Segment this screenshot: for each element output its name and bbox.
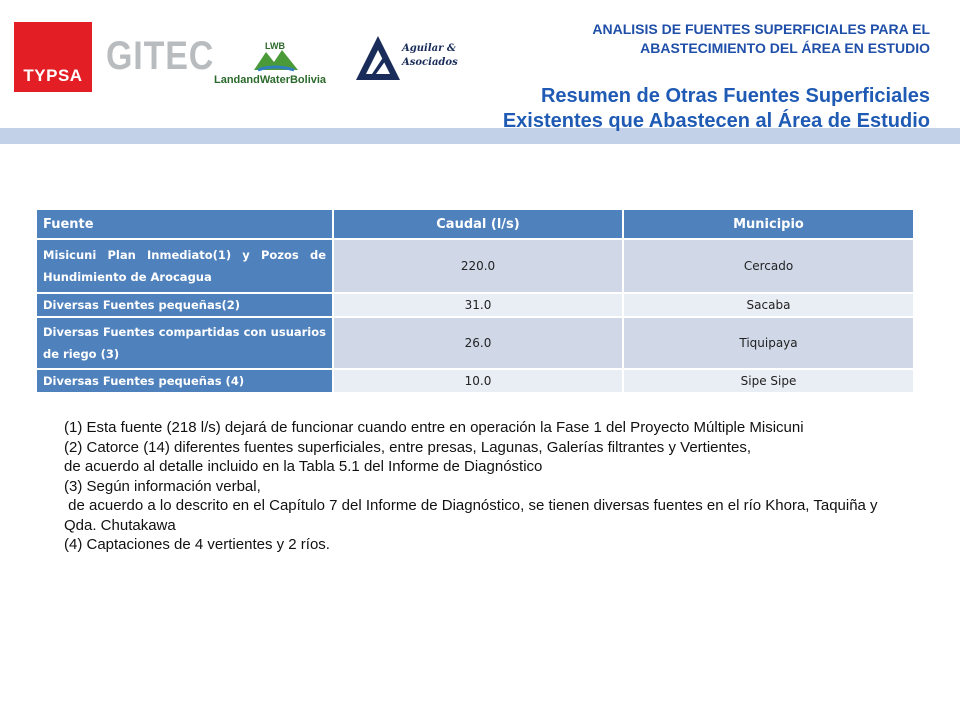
footnote: (4) Captaciones de 4 vertientes y 2 ríos.	[64, 536, 330, 553]
cell-fuente: Misicuni Plan Inmediato(1) y Pozos de Hundimiento de Arocagua	[37, 239, 333, 293]
document-heading: ANALISIS DE FUENTES SUPERFICIALES PARA EL ABASTECIMIENTO DEL ÁREA EN ESTUDIO	[592, 21, 930, 56]
typsa-logo	[14, 22, 92, 92]
aguilar-logo	[356, 34, 466, 90]
footnotes	[64, 418, 884, 555]
footnote: de acuerdo al detalle incluido en la Tabla 5.1 del Informe de Diagnóstico	[64, 458, 543, 475]
table-row	[37, 293, 913, 317]
aguilar-line2: Asociados	[402, 57, 458, 68]
footnote: de acuerdo a lo descrito en el Capítulo 7 del Informe de Diagnóstico, se tienen diversas fuentes en el río Khora, Taquiña y Qda. Chutakawa	[64, 497, 882, 534]
cell-fuente: Diversas Fuentes pequeñas (4)	[37, 369, 333, 392]
footnote: (1) Esta fuente (218 l/s) dejará de funcionar cuando entre en operación la Fase 1 del Proyecto Múltiple Misicuni	[64, 419, 804, 436]
table-header-row	[37, 210, 913, 239]
column-header-fuente: Fuente	[37, 210, 333, 239]
cell-municipio: Cercado	[623, 239, 913, 293]
typsa-logo-text: TYPSA	[23, 66, 83, 85]
column-header-municipio: Municipio	[623, 210, 913, 239]
cell-municipio: Tiquipaya	[623, 317, 913, 369]
footnote: (3) Según información verbal,	[64, 477, 261, 495]
table-row	[37, 369, 913, 392]
cell-fuente: Diversas Fuentes compartidas con usuarios de riego (3)	[37, 317, 333, 369]
lwb-badge-text: LWB	[265, 41, 285, 51]
cell-caudal: 26.0	[333, 317, 623, 369]
table-row	[37, 239, 913, 293]
gitec-logo: GITEC	[106, 34, 215, 78]
footnote: (2) Catorce (14) diferentes fuentes superficiales, entre presas, Lagunas, Galerías filtrantes y Vertientes,	[64, 438, 752, 456]
lwb-mountain-icon	[214, 36, 346, 76]
cell-caudal: 10.0	[333, 369, 623, 392]
cell-caudal: 220.0	[333, 239, 623, 293]
cell-caudal: 31.0	[333, 293, 623, 317]
aguilar-triangle-icon	[356, 34, 402, 86]
lwb-name: LandandWaterBolivia	[214, 74, 327, 86]
landandwater-logo	[214, 36, 346, 88]
aguilar-line1: Aguilar &	[402, 43, 456, 54]
cell-municipio: Sacaba	[623, 293, 913, 317]
table-row	[37, 317, 913, 369]
column-header-caudal: Caudal (l/s)	[333, 210, 623, 239]
cell-fuente: Diversas Fuentes pequeñas(2)	[37, 293, 333, 317]
cell-municipio: Sipe Sipe	[623, 369, 913, 392]
sources-table	[37, 210, 913, 392]
slide-title: Resumen de Otras Fuentes Superficiales Existentes que Abastecen al Área de Estudio	[502, 85, 930, 132]
